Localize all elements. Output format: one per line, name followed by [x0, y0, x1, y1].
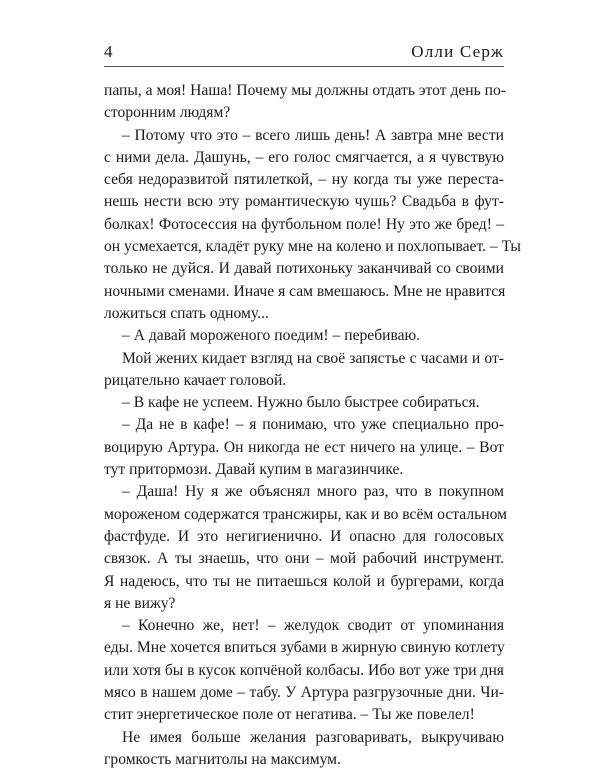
page-header [104, 42, 504, 67]
text-line: себя недоразвитой пятилеткой, – ну когда ты уже переста- [104, 171, 504, 189]
text-line: мясо в нашем доме – табу. У Артура разгрузочные дни. Чи- [104, 684, 504, 702]
paragraph [104, 348, 504, 393]
text-line: – Да не в кафе! – я понимаю, что уже специально про- [122, 416, 504, 434]
text-line: воцирую Артура. Он никогда не ест ничего на улице. – Вот [104, 438, 504, 456]
text-line: рицательно качает головой. [104, 371, 287, 389]
text-line: ложиться спать одному... [104, 304, 269, 322]
text-line: связок. А ты знаешь, что они – мой рабочий инструмент. [104, 550, 504, 568]
text-line: фастфуде. И это негигиенично. И опасно для голосовых [104, 527, 504, 545]
paragraph [104, 727, 504, 771]
text-line: – Даша! Ну я же объяснял много раз, что в покупном [122, 483, 504, 501]
text-line: папы, а моя! Наша! Почему мы должны отдать этот день по- [104, 82, 506, 99]
text-line: мороженом содержатся трансжиры, как и во всём остальном [104, 505, 507, 523]
text-line: сторонним людям? [104, 104, 231, 122]
paragraph [104, 80, 504, 125]
text-line: ночными сменами. Иначе я сам вмешаюсь. Мне не нравится [104, 282, 506, 300]
text-line: еды. Мне хочется впиться зубами в жирную свиную котлету [104, 639, 505, 657]
text-line: с ними дела. Дашунь, – его голос смягчается, а я чувствую [104, 148, 504, 166]
text-line: Я надеюсь, что ты не питаешься колой и бургерами, когда [104, 572, 504, 590]
text-line: – В кафе не успеем. Нужно было быстрее собираться. [122, 394, 480, 412]
paragraph [104, 481, 507, 615]
text-line: – Потому что это – всего лишь день! А завтра мне вести [122, 126, 504, 144]
text-line: – Конечно же, нет! – желудок сводит от упоминания [122, 617, 504, 635]
paragraph [104, 414, 504, 481]
text-line: только не дуйся. И давай потихоньку заканчивай со своими [104, 260, 504, 278]
text-line: Не имея больше желания разговаривать, выкручиваю [122, 728, 504, 746]
paragraph [104, 392, 504, 414]
running-title: Олли Серж [411, 42, 504, 61]
paragraph [104, 615, 504, 726]
text-line: болках! Фотосессия на футбольном поле! Ну это же бред! – [104, 215, 504, 233]
body-text [104, 80, 521, 771]
paragraph [104, 125, 521, 326]
text-line: или хотя бы в кусок копчёной колбасы. Ибо вот уже три дня [104, 661, 504, 679]
text-line: он усмехается, кладёт руку мне на колено и похлопывает. – Ты [104, 238, 521, 256]
text-line: – А давай мороженого поедим! – перебиваю. [122, 327, 421, 345]
text-line: Мой жених кидает взгляд на своё запястье с часами и от- [122, 349, 504, 367]
text-line: тут притормози. Давай купим в магазинчике. [104, 461, 404, 479]
page-number: 4 [104, 42, 113, 61]
paragraph [104, 325, 504, 347]
text-line: нешь нести всю эту романтическую чушь? Свадьба в фут- [104, 193, 504, 211]
text-line: я не вижу? [104, 594, 176, 612]
text-line: стит энергетическое поле от негатива. – Ты же повелел! [104, 706, 475, 724]
text-line: громкость магнитолы на максимум. [104, 750, 341, 768]
